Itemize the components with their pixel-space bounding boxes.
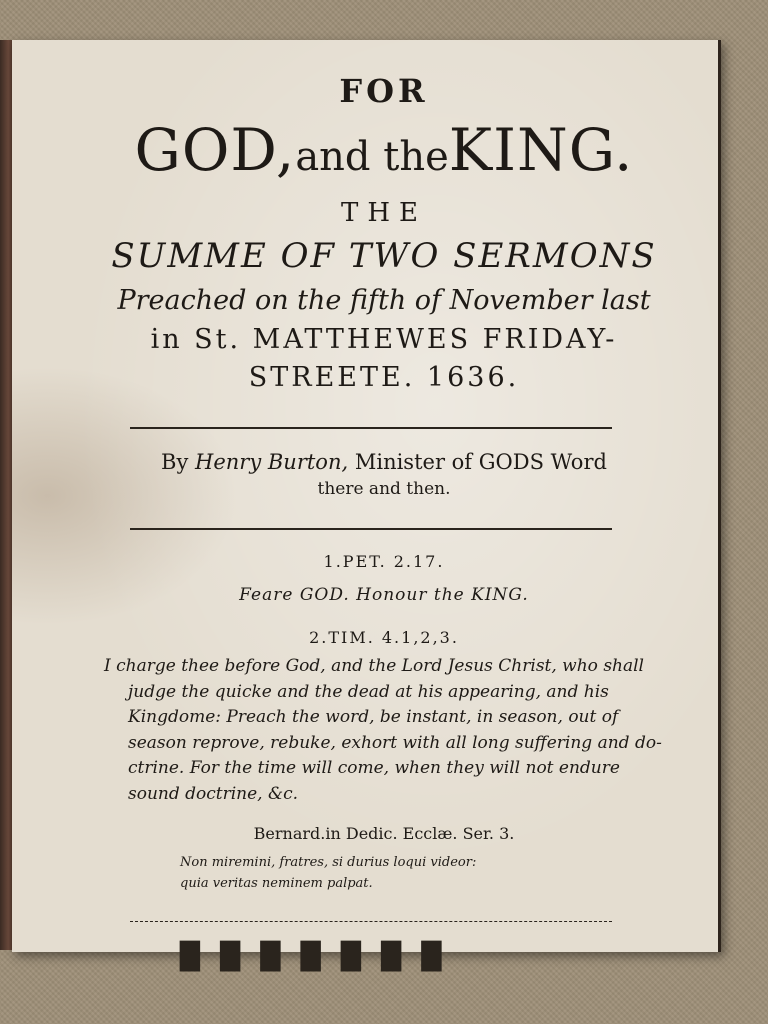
divider-rule <box>130 921 612 922</box>
cut-off-imprint-line: █ █ █ █ █ █ █ <box>180 942 448 972</box>
author-title: Minister of GODS Word <box>354 450 607 474</box>
passage-line: judge the quicke and the dead at his appearing, and his <box>128 681 609 702</box>
subtitle-location-1: in St. MATTHEWES FRIDAY- <box>150 324 618 355</box>
latin-line: Non miremini, fratres, si durius loqui videor: <box>180 855 477 870</box>
author-by: By <box>161 450 189 474</box>
subtitle-preached: Preached on the fifth of November last <box>117 285 651 316</box>
scripture-passage <box>104 654 662 807</box>
latin-line: quia veritas neminem palpat. <box>180 876 373 891</box>
subtitle-year: 1636. <box>426 362 520 393</box>
subtitle-location-2 <box>0 362 768 393</box>
divider-rule <box>130 528 612 530</box>
subtitle-streete: STREETE. <box>248 362 416 393</box>
scripture-reference-2: 2.TIM. 4.1,2,3. <box>309 628 459 647</box>
heading-king: KING. <box>448 116 634 184</box>
heading-for: FOR <box>339 72 429 110</box>
passage-line: I charge thee before God, and the Lord Jesus Christ, who shall <box>104 656 644 676</box>
passage-line: Kingdome: Preach the word, be instant, in season, out of <box>128 707 619 727</box>
heading-god-and-the-king <box>0 116 768 184</box>
author-name: Henry Burton, <box>195 450 349 474</box>
divider-rule <box>130 427 612 429</box>
bernard-citation: Bernard.in Dedic. Ecclæ. Ser. 3. <box>253 824 515 843</box>
heading-the: THE <box>341 198 427 228</box>
author-line-2: there and then. <box>317 479 451 499</box>
scripture-quote-1: Feare GOD. Honour the KING. <box>239 585 529 605</box>
passage-line: ctrine. For the time will come, when they will not endure <box>128 758 620 778</box>
author-line <box>0 450 768 474</box>
passage-line: season reprove, rebuke, exhort with all long suffering and do- <box>128 732 662 753</box>
heading-summe: SUMME OF TWO SERMONS <box>111 236 657 276</box>
latin-quote <box>180 852 476 894</box>
heading-god: GOD, <box>134 116 296 184</box>
heading-and-the: and the <box>295 134 449 180</box>
passage-line: sound doctrine, &c. <box>128 783 299 804</box>
scripture-reference-1: 1.PET. 2.17. <box>323 552 445 571</box>
